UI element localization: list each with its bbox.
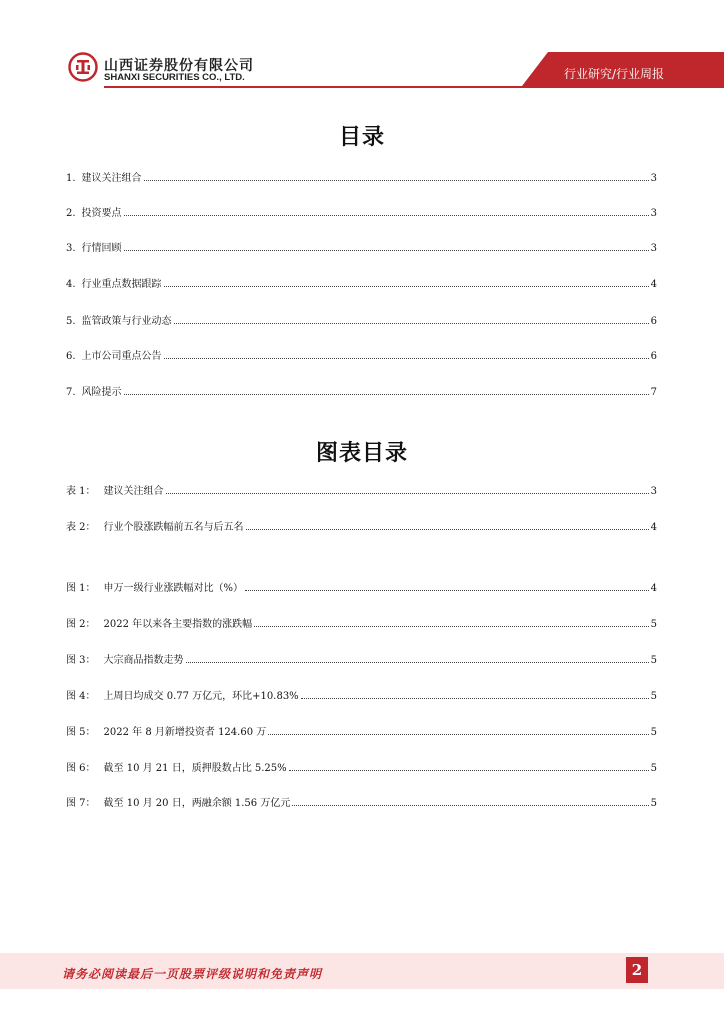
- toc-entry-number: 图 4：: [66, 691, 96, 702]
- toc-entry-number: 图 5：: [66, 727, 96, 738]
- toc-entry-page: 7: [650, 387, 657, 398]
- toc-entry[interactable]: [66, 614, 657, 630]
- toc-entry[interactable]: [66, 274, 657, 290]
- toc-leader-dots: [245, 589, 649, 591]
- toc-entry-label: 截至 10 月 21 日，质押股数占比 5.25%: [103, 763, 287, 774]
- toc-entry-page: 4: [650, 279, 657, 290]
- toc-entry[interactable]: [66, 203, 657, 219]
- toc-leader-dots: [144, 179, 649, 181]
- toc-leader-dots: [289, 769, 649, 771]
- toc-entry-label: 上周日均成交 0.77 万亿元，环比+10.83%: [103, 691, 299, 702]
- toc-entry[interactable]: [66, 346, 657, 362]
- toc-entry-page: 3: [650, 243, 657, 254]
- toc-entry-label: 截至 10 月 20 日，两融余额 1.56 万亿元: [103, 798, 291, 809]
- toc-leader-dots: [174, 322, 649, 324]
- toc-entry-number: 4.: [66, 279, 76, 290]
- page-number: 2: [626, 957, 648, 983]
- toc-entry-page: 4: [650, 522, 657, 533]
- toc-entry[interactable]: [66, 758, 657, 774]
- toc-title: 目录: [338, 125, 385, 150]
- toc-entry-page: 3: [650, 173, 657, 184]
- toc-entry-number: 7.: [66, 387, 76, 398]
- toc-entry[interactable]: [66, 650, 657, 666]
- toc-entry-page: 5: [650, 798, 657, 809]
- header-banner: [0, 0, 724, 100]
- toc-entry-number: 图 2：: [66, 619, 96, 630]
- toc-entry-label: 建议关注组合: [103, 486, 164, 497]
- toc-entry-page: 3: [650, 486, 657, 497]
- footer-disclaimer: 请务必阅读最后一页股票评级说明和免责声明: [62, 967, 323, 981]
- toc-entry-label: 建议关注组合: [81, 173, 142, 184]
- company-name-en: SHANXI SECURITIES CO., LTD.: [104, 72, 245, 83]
- toc-entry[interactable]: [66, 578, 657, 594]
- toc-entry-page: 3: [650, 208, 657, 219]
- toc-leader-dots: [254, 625, 648, 627]
- toc-leader-dots: [166, 492, 649, 494]
- toc-entry-page: 5: [650, 619, 657, 630]
- page-header: [0, 0, 724, 100]
- toc-entry[interactable]: [66, 168, 657, 184]
- toc-entry-page: 5: [650, 763, 657, 774]
- report-type: 行业研究/行业周报: [563, 67, 664, 81]
- figures-toc-title: 图表目录: [315, 441, 408, 466]
- toc-entry-page: 6: [650, 316, 657, 327]
- toc-entry-page: 5: [650, 727, 657, 738]
- toc-leader-dots: [268, 733, 648, 735]
- toc-entry-label: 风险提示: [81, 387, 122, 398]
- toc-entry-label: 2022 年 8 月新增投资者 124.60 万: [103, 727, 267, 738]
- toc-entry-number: 3.: [66, 243, 76, 254]
- toc-entry-label: 申万一级行业涨跌幅对比（%）: [103, 583, 244, 594]
- toc-leader-dots: [246, 528, 649, 530]
- toc-entry[interactable]: [66, 311, 657, 327]
- toc-entry-number: 1.: [66, 173, 76, 184]
- toc-entry-page: 5: [650, 655, 657, 666]
- toc-entry[interactable]: [66, 686, 657, 702]
- toc-leader-dots: [164, 285, 649, 287]
- toc-entry-number: 图 3：: [66, 655, 96, 666]
- toc-leader-dots: [292, 804, 648, 806]
- toc-entry-number: 表 2：: [66, 522, 96, 533]
- toc-entry[interactable]: [66, 793, 657, 809]
- toc-entry-number: 图 7：: [66, 798, 96, 809]
- toc-entry-label: 大宗商品指数走势: [103, 655, 184, 666]
- toc-entry-label: 投资要点: [81, 208, 122, 219]
- toc-entry[interactable]: [66, 722, 657, 738]
- toc-leader-dots: [124, 393, 649, 395]
- toc-entry[interactable]: [66, 481, 657, 497]
- toc-entry-number: 图 1：: [66, 583, 96, 594]
- toc-entry[interactable]: [66, 238, 657, 254]
- toc-leader-dots: [164, 357, 649, 359]
- toc-entry-page: 5: [650, 691, 657, 702]
- toc-entry-number: 表 1：: [66, 486, 96, 497]
- toc-entry-label: 行情回顾: [81, 243, 122, 254]
- toc-entry-label: 监管政策与行业动态: [81, 316, 172, 327]
- company-name-cn: 山西证券股份有限公司: [104, 58, 254, 74]
- toc-leader-dots: [186, 661, 649, 663]
- toc-entry[interactable]: [66, 382, 657, 398]
- toc-entry-number: 图 6：: [66, 763, 96, 774]
- toc-entry-number: 6.: [66, 351, 76, 362]
- toc-entry-number: 2.: [66, 208, 76, 219]
- toc-leader-dots: [124, 214, 649, 216]
- toc-leader-dots: [301, 697, 649, 699]
- toc-entry-label: 行业重点数据跟踪: [81, 279, 162, 290]
- toc-entry-label: 上市公司重点公告: [81, 351, 162, 362]
- toc-entry-number: 5.: [66, 316, 76, 327]
- toc-leader-dots: [124, 249, 649, 251]
- toc-entry-page: 4: [650, 583, 657, 594]
- toc-entry-label: 2022 年以来各主要指数的涨跌幅: [103, 619, 253, 630]
- toc-entry[interactable]: [66, 517, 657, 533]
- toc-entry-label: 行业个股涨跌幅前五名与后五名: [103, 522, 244, 533]
- toc-entry-page: 6: [650, 351, 657, 362]
